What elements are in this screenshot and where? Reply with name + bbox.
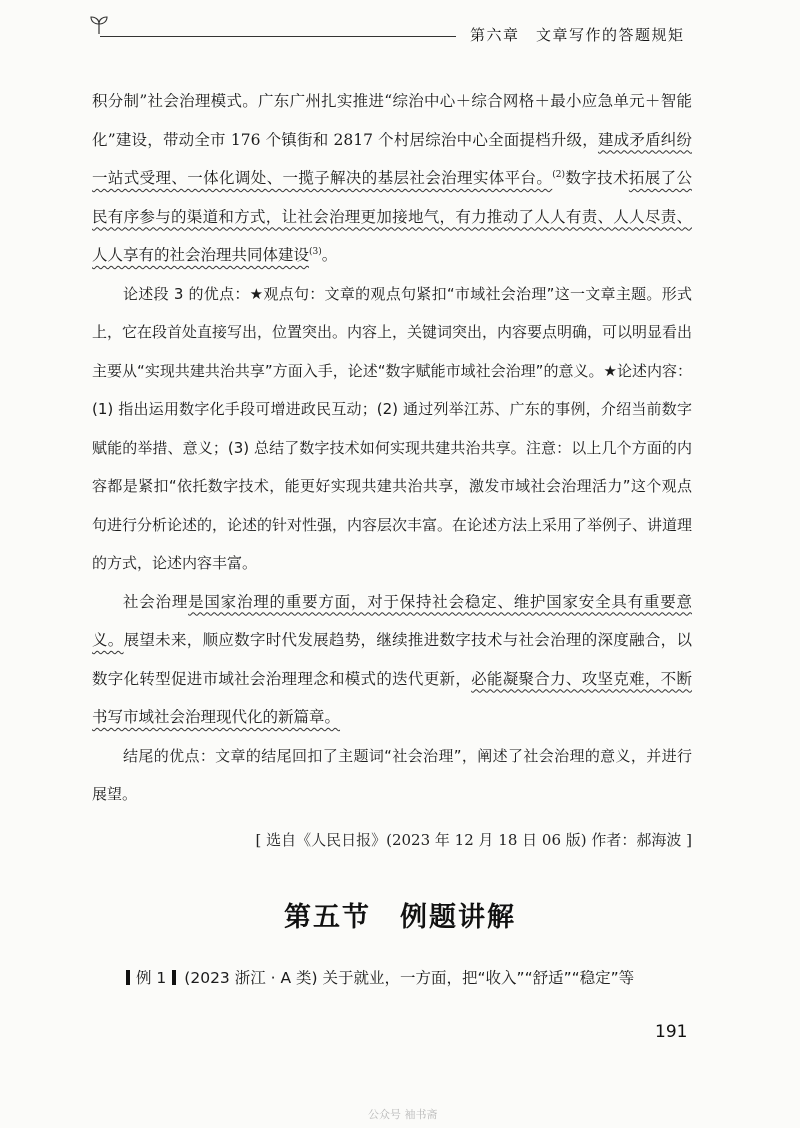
label-bar-right — [172, 970, 176, 985]
main-text — [92, 82, 692, 814]
paragraph-conclusion: 社会治理是国家治理的重要方面，对于保持社会稳定、维护国家安全具有重要意义。展望未来，顺应数字时代发展趋势，继续推进数字技术与社会治理的深度融合，以数字化转型促进市域社会治理理念和模式的迭代更新，必能凝聚合力、攻坚克难，不断书写市域社会治理现代化的新篇章。 — [92, 592, 692, 726]
chapter-title: 第六章 文章写作的答题规矩 — [470, 26, 685, 44]
example-label: 例 1 — [136, 969, 167, 987]
sprout-icon — [88, 14, 110, 36]
footnote-mark: (2) — [552, 169, 565, 180]
page-number: 191 — [655, 1022, 688, 1042]
header-divider — [100, 36, 456, 37]
paragraph-1: 积分制”社会治理模式。广东广州扎实推进“综治中心＋综合网格＋最小应急单元＋智能化”建设，带动全市 176 个镇街和 2817 个村居综治中心全面提档升级，建成矛盾纠纷一站式受理、一体化调处、一揽子解决的基层社会治理实体平台。$^{(2)}$数字技术拓展了公民有序参与的渠道和方式，让社会治理更加接地气，有力推动了人人有责、人人尽责、人人享有的社会治理共同体建设$^{(3)}$。 — [92, 92, 692, 264]
section-heading: 第五节 例题讲解 — [284, 902, 516, 933]
source-citation: [ 选自《人民日报》(2023 年 12 月 18 日 06 版) 作者：郝海波 ] — [255, 831, 692, 849]
wavy-underline: 建成矛盾纠纷一站式受理、一体化调处、一揽子解决的基层社会治理实体平台。 — [92, 130, 692, 187]
wavy-underline: 是国家治理的重要方面，对于保持社会稳定、维护国家安全具有重要意义。 — [92, 592, 692, 649]
wavy-underline: 必能凝聚合力、攻坚克难，不断书写市域社会治理现代化的新篇章。 — [92, 669, 692, 726]
analysis-paragraph: 论述段 3 的优点：★观点句：文章的观点句紧扣“市域社会治理”这一文章主题。形式上，它在段首处直接写出，位置突出。内容上，关键词突出，内容要点明确，可以明显看出主要从“实现共建共治共享”方面入手，论述“数字赋能市域社会治理”的意义。★论述内容：(1) 指出运用数字化手段可增进政民互动；(2) 通过列举江苏、广东的事例，介绍当前数字赋能的举措、意义；(3) 总结了数字技术如何实现共建共治共享。注意：以上几个方面的内容都是紧扣“依托数字技术，能更好实现共建共治共享，激发市域社会治理活力”这个观点句进行分析论述的，论述的针对性强，内容层次丰富。在论述方法上采用了举例子、讲道理的方式，论述内容丰富。 — [92, 284, 693, 572]
footnote-mark: (3) — [309, 246, 322, 257]
example-question — [126, 966, 686, 988]
example-text: (2023 浙江 · A 类) 关于就业，一方面，把“收入”“舒适”“稳定”等 — [184, 969, 635, 987]
ending-analysis-paragraph: 结尾的优点：文章的结尾回扣了主题词“社会治理”，阐述了社会治理的意义，并进行展望。 — [92, 746, 692, 803]
label-bar-left — [126, 970, 130, 985]
watermark: 公众号 袖书斋 — [368, 1108, 438, 1121]
wavy-underline: 拓展了公民有序参与的渠道和方式，让社会治理更加接地气，有力推动了人人有责、人人尽责、人人享有的社会治理共同体建设 — [92, 169, 692, 264]
